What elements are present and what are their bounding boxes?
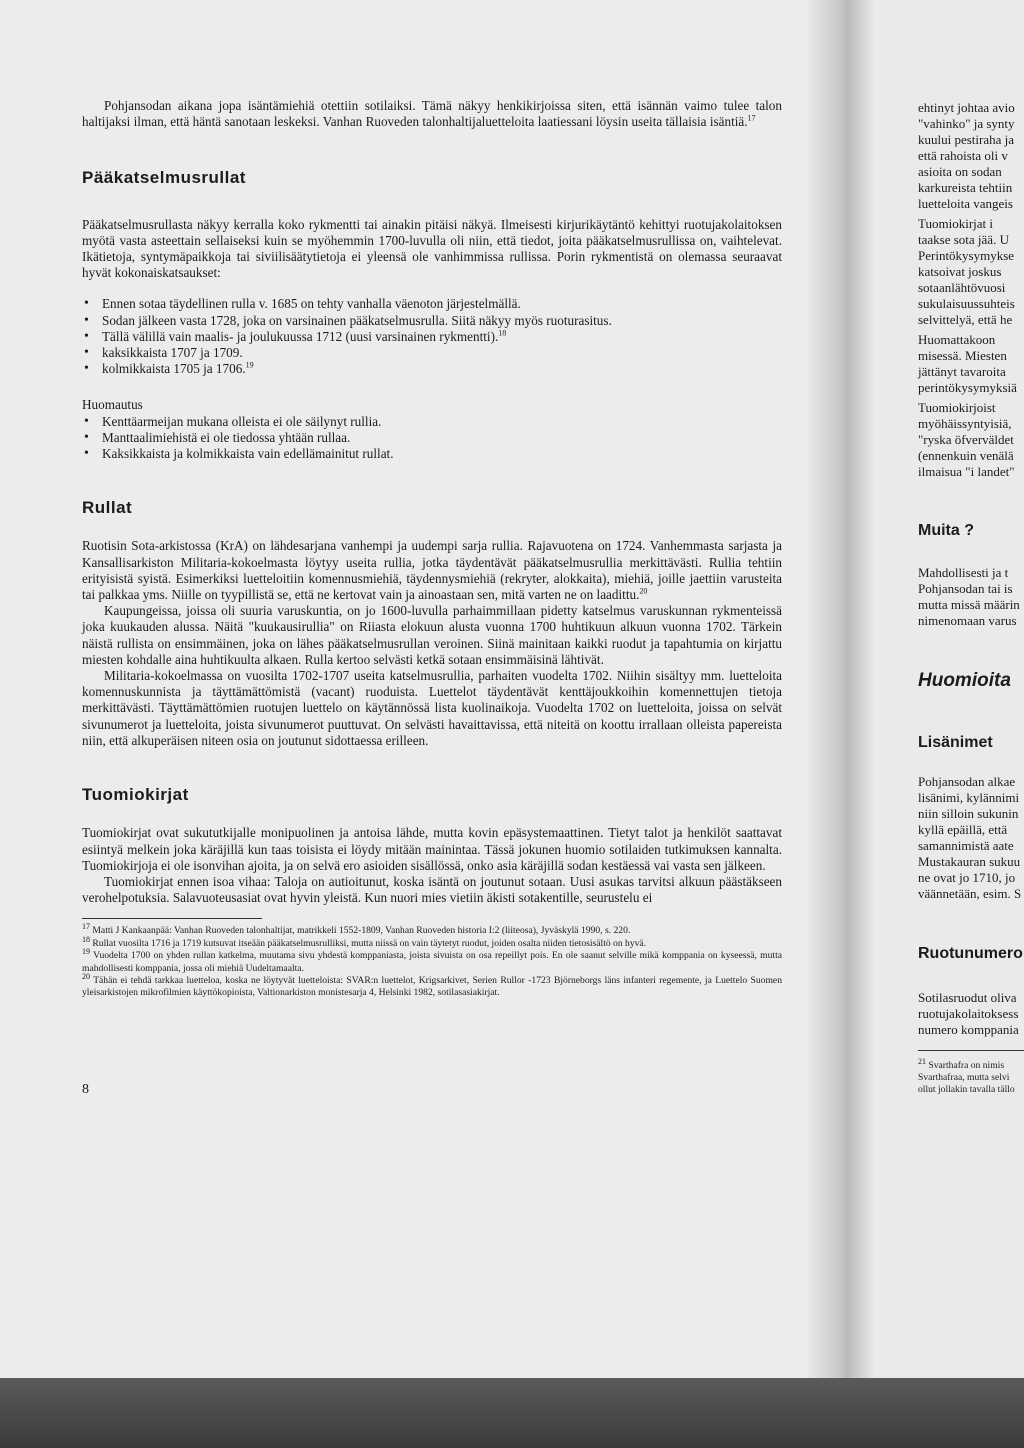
note-list [82,414,782,463]
paragraph: Tuomiokirjat ennen isoa vihaa: Taloja on autioitunut, koska isäntä on joutunut sotaan. Uusi asukas tarvitsi alkuun päästäkseen verohelpotuksia. Salavuoteusasiat ovat hyvin yleistä. Kun nuori mies vietiin äkisti sotakentille, seurustelu ei [82,873,782,906]
list-item: • Ennen sotaa täydellinen rulla v. 1685 on tehty vanhalla väenoton järjestelmällä. [82,296,782,312]
right-text-block: Pohjansodan alkae lisänimi, kylännimi niin silloin sukunin kyllä epäillä, että samannimistä aate Mustakauran sukuu ne ovat jo 1710, jo väännetään, esim. S [918,774,1022,901]
list-item: • Sodan jälkeen vasta 1728, joka on varsinainen pääkatselmusrulla. Siitä näkyy myös ruoturasitus. [82,313,782,329]
right-text-block: Tuomiokirjoist myöhäissyntyisiä, "ryska öfverväldet (ennenkuin venälä ilmaisua "i landet" [918,400,1015,479]
right-text-block: Huomattakoon misessä. Miesten jättänyt tavaroita perintökysymyksiä [918,332,1017,395]
section-heading-rullat: Rullat [82,498,133,518]
right-heading-muita: Muita ? [918,522,974,539]
paragraph: Ruotisin Sota-arkistossa (KrA) on lähdesarjana vanhempi ja uudempi sarja rullia. Rajavuotena on 1724. Vanhemmasta sarjasta ja Kansallisarkiston Militaria-kokoelmasta löytyy useita rullia, jotka täydentävät pääkatselmusrullia merkittävästi. Rullia tehtiin erityisistä syistä. Esimerkiksi luetteloitiin komennusmiehiä, täydennysmiehiä (rekryter, alokkaita), miehiä, joille jaettiin varusteita tai palkkaa yms. Niille on tyypillistä se, että ne kertovat vain ja ainoastaan sen, mitä varten ne on laadittu.$^{20}$ [82,538,782,603]
footnote-20: $^{20}$ Tähän ei tehdä tarkkaa luetteloa, koska ne löytyvät luetteloista: SVAR:n luettelot, Krigsarkivet, Serien Rullor -1723 Björneborgs läns infanteri regemente, ja Luettelo Suomen yleisarkistojen mikrofilmien käyttökopioista, Valtionarkiston monistesarja 4, Helsinki 1982, sotilasasiakirjat. [82,971,782,999]
right-heading-huomioita: Huomioita [918,670,1011,691]
right-heading-ruotunumero: Ruotunumero [918,945,1023,962]
bullet-list [82,296,782,377]
section-heading-paakatselmusrullat: Pääkatselmusrullat [82,168,246,188]
right-heading-lisanimet: Lisänimet [918,734,993,751]
main-text-column [82,98,782,1000]
right-text-block: Mahdollisesti ja t Pohjansodan tai is mutta missä määrin nimenomaan varus [918,565,1020,628]
right-text-block: Sotilasruodut oliva ruotujakolaitoksess numero komppania [918,990,1019,1037]
list-item: • kolmikkaista 1705 ja 1706.19 [82,361,782,377]
paragraph: Pääkatselmusrullasta näkyy kerralla koko rykmentti tai ainakin pitäisi näkyä. Ilmeisesti kirjurikäytäntö kehittyi ruotujakolaitoksen myötä vasta asteettain sellaiseksi kuin se myöhemmin 1700-luvulla oli niin, että tiedot, joita pääkatselmusrullissa on, vaihtelevat. Ikätietoja, syntymäpaikkoja tai siviilisäätytietoja ei yleensä ole vanhimmissa rullissa. Porin rykmentistä on olemassa seuraavat hyvät kokonaiskatsaukset: [82,216,782,281]
list-item: • Kenttäarmeijan mukana olleista ei ole säilynyt rullia. [82,414,782,430]
right-footnote-rule [918,1050,1024,1051]
footnote-rule [82,918,262,919]
list-item: • Tällä välillä vain maalis- ja joulukuussa 1712 (uusi varsinainen rykmentti).$^{18}$ [82,329,782,345]
scanner-background [0,1378,1024,1448]
page-number: 8 [82,1082,89,1097]
section-heading-tuomiokirjat: Tuomiokirjat [82,785,189,805]
list-item: • Manttaalimiehistä ei ole tiedossa yhtään rullaa. [82,430,782,446]
right-text-block: ehtinyt johtaa avio "vahinko" ja synty kuului pestiraha ja että rahoista oli v asioita on sodan karkureista tehtiin luetteloita vangeis [918,100,1015,211]
footnote-18: $^{18}$ Rullat vuosilta 1716 ja 1719 kutsuvat itseään pääkatselmusrulliksi, mutta niissä on vain täytetyt ruodut, joiden osalta niiden tietosisältö on hyvä. [82,934,647,949]
right-text-block: Tuomiokirjat i taakse sota jää. U Perintökysymykse katsoivat joskus sotaanlähtövuosi sukulaisuussuhteis selvittelyä, että he [918,216,1015,327]
paragraph: Tuomiokirjat ovat sukututkijalle monipuolinen ja antoisa lähde, mutta kovin epäsystemaattinen. Tietyt talot ja henkilöt saattavat esiintyä melkein joka käräjillä kun taas toisista ei löydy mitään mainintaa. Tässä jokunen huomio sotilaiden tutkimuksen kannalta. Tuomiokirjoja ei ole isonvihan ajoita, ja on selvä ero asioiden sisällössä, onko asia käräjillä sodan kestäessä vai vasta sen jälkeen. [82,825,782,873]
intro-paragraph: Pohjansodan aikana jopa isäntämiehiä otettiin sotilaiksi. Tämä näkyy henkikirjoissa siten, että isännän vaimo tulee talon haltijaksi ilman, että häntä sanotaan leskeksi. Vanhan Ruoveden talonhaltijaluetteloita laatiessani löysin useita tällaisia isäntiä.$^{17}$ [82,98,782,130]
footnotes [82,922,782,999]
note-title: Huomautus [82,397,143,413]
paragraph: Militaria-kokoelmassa on vuosilta 1702-1707 useita katselmusrullia, parhaiten vuodelta 1702. Niihin sisältyy mm. luetteloita komennuskunnista ja täyttämättömistä (vacant) ruoduista. Luettelot täydentävät kenttäjoukkoihin komennettujen tietoja merkittävästi. Täyttämättömien ruotujen luettelo on käytännössä lista kuolinaikoja. Vuodelta 1702 on luetteloita, joissa on selvät sivunumerot ja luetteloita, joista sivunumerot puuttuvat. On selvästi havaittavissa, että niteitä on koottu irrallaan olleista papereista niin, että alkuperäisen niteen osia on joutunut sidottaessa erilleen. [82,668,782,748]
footnote-19: $^{19}$ Vuodelta 1700 on yhden rullan katkelma, muutama sivu yhdestä komppaniasta, joista sivuista on osa repeillyt pois. En ole saanut selville mikä komppania on kyseessä, mutta mahdollisesti komppania, jossa oli miehiä Uudeltamaalta. [82,946,782,974]
right-footnote-21: $^{21}$ Svarthafra on nimis Svarthafraa, mutta selvi ollut jollakin tavalla tällo [918,1056,1015,1095]
list-item: • Kaksikkaista ja kolmikkaista vain edellämainitut rullat. [82,446,782,462]
footnote-17: $^{17}$ Matti J Kankaanpää: Vanhan Ruoveden talonhaltijat, matrikkeli 1552-1809, Vanhan Ruoveden historia I:2 (liiteosa), Jyväskylä 1990, s. 220. [82,922,631,937]
paragraph: Kaupungeissa, joissa oli suuria varuskuntia, on jo 1600-luvulla parhaimmillaan pidetty katselmus varuskunnan rykmenteissä joka kuukauden alussa. Näitä "kuukausirullia" on Riiasta elokuun alusta vuonna 1700 huhtikuun alkuun vuonna 1702. Tärkein näistä rullista on ensimmäinen, joka on lähes pääkatselmusrullan veroinen. Siinä mainitaan kaikki ruodut ja tapahtumia on kirjattu miesten kohdalle aina huhtikuulta alkaen. Rulla kertoo selvästi ketkä sotaan ensimmäisinä lähtivät. [82,603,782,667]
list-item: • kaksikkaista 1707 ja 1709. [82,345,782,361]
